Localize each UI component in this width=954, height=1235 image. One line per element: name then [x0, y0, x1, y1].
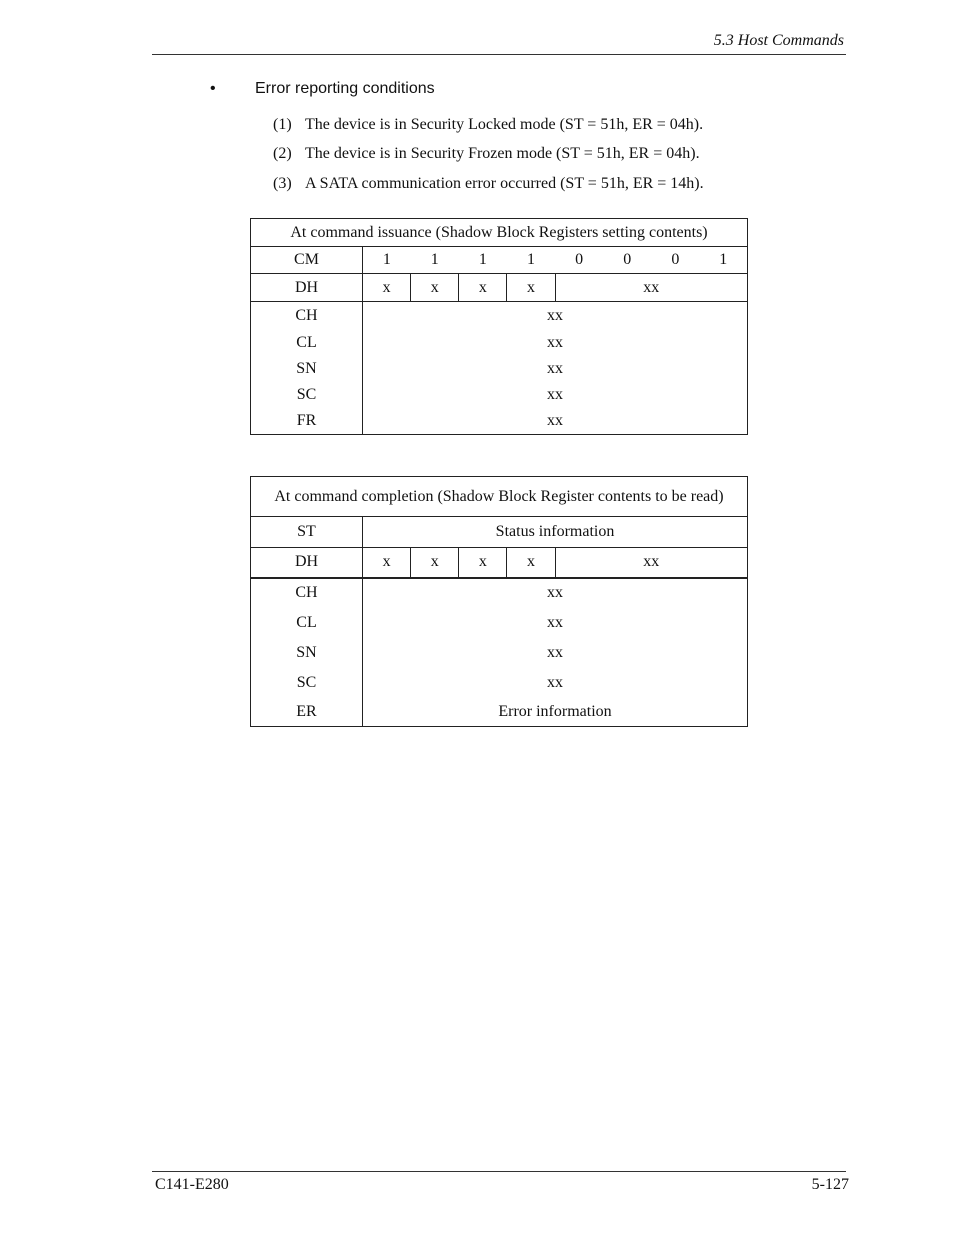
register-row: [251, 356, 748, 382]
register-label: CL: [251, 330, 363, 356]
register-value: xx: [363, 608, 748, 638]
register-label: FR: [251, 408, 363, 435]
register-row: [251, 382, 748, 408]
register-value: xx: [363, 330, 748, 356]
register-row: [251, 408, 748, 435]
document-id: C141-E280: [155, 1176, 229, 1193]
register-row: [251, 608, 748, 638]
footer-rule: [152, 1171, 846, 1172]
register-label: ER: [251, 698, 363, 727]
bit-cell: 1: [363, 247, 411, 274]
register-label: DH: [251, 548, 363, 578]
register-value: xx: [363, 578, 748, 608]
bullet-heading: Error reporting conditions: [255, 80, 435, 97]
bit-cell: x: [459, 548, 507, 578]
register-row-dh: [251, 548, 748, 578]
register-label: SN: [251, 356, 363, 382]
condition-number: (2): [273, 145, 292, 162]
register-row-cm: [251, 247, 748, 274]
register-label: CL: [251, 608, 363, 638]
register-row-st: [251, 517, 748, 548]
register-row: [251, 698, 748, 727]
completion-register-table: [250, 476, 748, 727]
condition-number: (1): [273, 116, 292, 133]
bit-cell: 0: [603, 247, 651, 274]
dh-rest-cell: xx: [555, 548, 748, 578]
condition-text: A SATA communication error occurred (ST = 51h, ER = 14h).: [305, 175, 704, 192]
bit-cell: x: [363, 548, 411, 578]
register-row-dh: [251, 274, 748, 302]
register-label: CM: [251, 247, 363, 274]
bit-cell: x: [459, 274, 507, 302]
register-label: SC: [251, 382, 363, 408]
register-row: [251, 302, 748, 330]
bit-cell: 0: [651, 247, 699, 274]
register-value: xx: [363, 668, 748, 698]
register-row: [251, 330, 748, 356]
bit-cell: x: [507, 548, 555, 578]
register-value: xx: [363, 356, 748, 382]
condition-text: The device is in Security Locked mode (ST = 51h, ER = 04h).: [305, 116, 704, 133]
condition-item: [273, 145, 700, 163]
condition-text: The device is in Security Frozen mode (ST = 51h, ER = 04h).: [305, 145, 700, 162]
bit-cell: 1: [459, 247, 507, 274]
register-label: CH: [251, 302, 363, 330]
register-value: xx: [363, 382, 748, 408]
register-label: SN: [251, 638, 363, 668]
header-rule: [152, 54, 846, 55]
bit-cell: x: [411, 548, 459, 578]
condition-item: [273, 116, 703, 134]
bit-cell: 1: [699, 247, 747, 274]
register-row: [251, 578, 748, 608]
register-label: ST: [251, 517, 363, 548]
page-number: 5-127: [811, 1176, 849, 1193]
issuance-table-title: At command issuance (Shadow Block Registers setting contents): [251, 219, 748, 247]
section-title: 5.3 Host Commands: [713, 32, 844, 49]
condition-number: (3): [273, 175, 292, 192]
dh-rest-cell: xx: [555, 274, 748, 302]
bit-cell: 1: [411, 247, 459, 274]
bullet-dot-icon: •: [210, 80, 216, 97]
register-row: [251, 638, 748, 668]
condition-item: [273, 175, 704, 193]
issuance-register-table: [250, 218, 748, 435]
status-info-cell: Status information: [363, 517, 748, 548]
bit-cell: x: [411, 274, 459, 302]
register-label: SC: [251, 668, 363, 698]
register-row: [251, 668, 748, 698]
bit-cell: x: [507, 274, 555, 302]
register-value: Error information: [363, 698, 748, 727]
register-label: DH: [251, 274, 363, 302]
register-value: xx: [363, 408, 748, 435]
register-value: xx: [363, 302, 748, 330]
bit-cell: 1: [507, 247, 555, 274]
completion-table-title: At command completion (Shadow Block Register contents to be read): [251, 477, 748, 517]
register-value: xx: [363, 638, 748, 668]
bit-cell: 0: [555, 247, 603, 274]
register-label: CH: [251, 578, 363, 608]
bit-cell: x: [363, 274, 411, 302]
